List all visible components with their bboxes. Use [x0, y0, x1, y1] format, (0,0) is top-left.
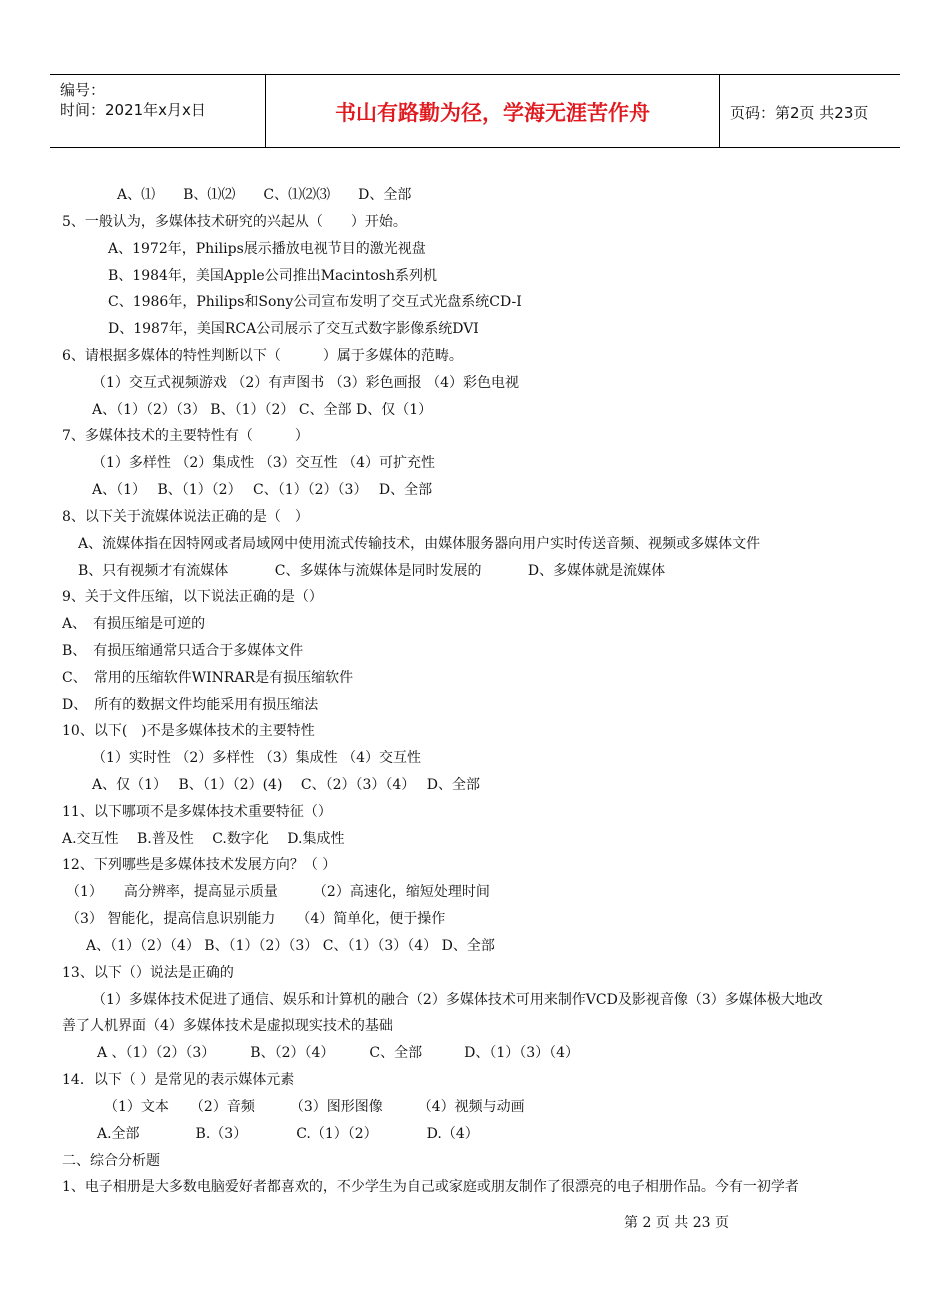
- document-time-label: 时间：2021年x月x日: [60, 101, 206, 119]
- question-10: 10、以下( )不是多媒体技术的主要特性: [62, 723, 315, 739]
- question-7: 7、多媒体技术的主要特性有（ ）: [62, 428, 309, 444]
- analysis-question-1: 1、电子相册是大多数电脑爱好者都喜欢的，不少学生为自己或家庭或朋友制作了很漂亮的电子相册作品。今有一初学者: [62, 1179, 799, 1195]
- option-line: A、 有损压缩是可逆的: [62, 616, 206, 632]
- option-line: （3） 智能化，提高信息识别能力 （4）简单化，便于操作: [66, 911, 446, 927]
- document-number-label: 编号：: [60, 81, 106, 99]
- option-line: C、 常用的压缩软件WINRAR是有损压缩软件: [62, 670, 354, 686]
- statement-line: （1）多媒体技术促进了通信、娱乐和计算机的融合（2）多媒体技术可用来制作VCD及影视音像（3）多媒体极大地改: [92, 992, 823, 1008]
- option-line: C、1986年，Philips和Sony公司宣布发明了交互式光盘系统CD-I: [108, 294, 522, 310]
- option-line: A.全部 B.（3） C.（1）（2） D.（4）: [97, 1126, 479, 1142]
- question-9: 9、关于文件压缩，以下说法正确的是（）: [62, 589, 323, 605]
- option-line: A、（1）（2）（4） B、（1）（2）（3） C、（1）（3）（4） D、全部: [86, 938, 495, 954]
- option-line: A、1972年，Philips展示播放电视节目的激光视盘: [108, 241, 426, 257]
- question-6: 6、请根据多媒体的特性判断以下（ ）属于多媒体的范畴。: [62, 348, 463, 364]
- statement-line: 善了人机界面（4）多媒体技术是虚拟现实技术的基础: [62, 1018, 393, 1034]
- header-page-info: 页码：第2页 共23页: [730, 104, 869, 122]
- option-line: A、⑴ B、⑴⑵ C、⑴⑵⑶ D、全部: [117, 187, 412, 203]
- question-11: 11、以下哪项不是多媒体技术重要特征（）: [62, 804, 332, 820]
- question-12: 12、下列哪些是多媒体技术发展方向？（ ）: [62, 857, 337, 873]
- option-line: （1）实时性 （2）多样性 （3）集成性 （4）交互性: [92, 750, 421, 766]
- option-line: B、 有损压缩通常只适合于多媒体文件: [62, 643, 304, 659]
- page-header: [50, 74, 900, 148]
- header-page-cell: [718, 75, 900, 147]
- option-line: D、 所有的数据文件均能采用有损压缩法: [62, 697, 319, 713]
- header-left-cell: [50, 75, 265, 147]
- option-line: （1） 高分辨率，提高显示质量 （2）高速化，缩短处理时间: [66, 884, 490, 900]
- option-line: A.交互性 B.普及性 C.数字化 D.集成性: [62, 831, 345, 847]
- question-5: 5、一般认为，多媒体技术研究的兴起从（ ）开始。: [62, 214, 407, 230]
- question-14: 14．以下（ ）是常见的表示媒体元素: [62, 1072, 295, 1088]
- section-heading: 二、综合分析题: [62, 1153, 160, 1169]
- option-line: A 、（1）（2）（3） B、（2）（4） C、全部 D、（1）（3）（4）: [97, 1045, 580, 1061]
- header-motto-cell: [265, 75, 720, 147]
- option-line: （1）交互式视频游戏 （2）有声图书 （3）彩色画报 （4）彩色电视: [92, 375, 519, 391]
- question-13: 13、以下（）说法是正确的: [62, 965, 234, 981]
- option-line: D、1987年，美国RCA公司展示了交互式数字影像系统DVI: [108, 321, 479, 337]
- option-line: A、（1）（2）（3） B、（1）（2） C、全部 D、仅（1）: [92, 402, 433, 418]
- option-line: （1）文本 （2）音频 （3）图形图像 （4）视频与动画: [104, 1099, 525, 1115]
- question-8: 8、以下关于流媒体说法正确的是（ ）: [62, 509, 309, 525]
- option-line: （1）多样性 （2）集成性 （3）交互性 （4）可扩充性: [92, 455, 435, 471]
- option-line: B、1984年，美国Apple公司推出Macintosh系列机: [108, 268, 437, 284]
- page-footer: 第 2 页 共 23 页: [624, 1215, 729, 1231]
- option-line: A、流媒体指在因特网或者局域网中使用流式传输技术，由媒体服务器向用户实时传送音频、视频或多媒体文件: [78, 536, 761, 552]
- option-line: A、（1） B、（1）（2） C、（1）（2）（3） D、全部: [92, 482, 433, 498]
- option-line: B、只有视频才有流媒体 C、多媒体与流媒体是同时发展的 D、多媒体就是流媒体: [78, 563, 666, 579]
- option-line: A、仅（1） B、（1）（2）(4) C、（2）（3）（4） D、全部: [92, 777, 480, 793]
- header-motto: 书山有路勤为径，学海无涯苦作舟: [335, 101, 650, 125]
